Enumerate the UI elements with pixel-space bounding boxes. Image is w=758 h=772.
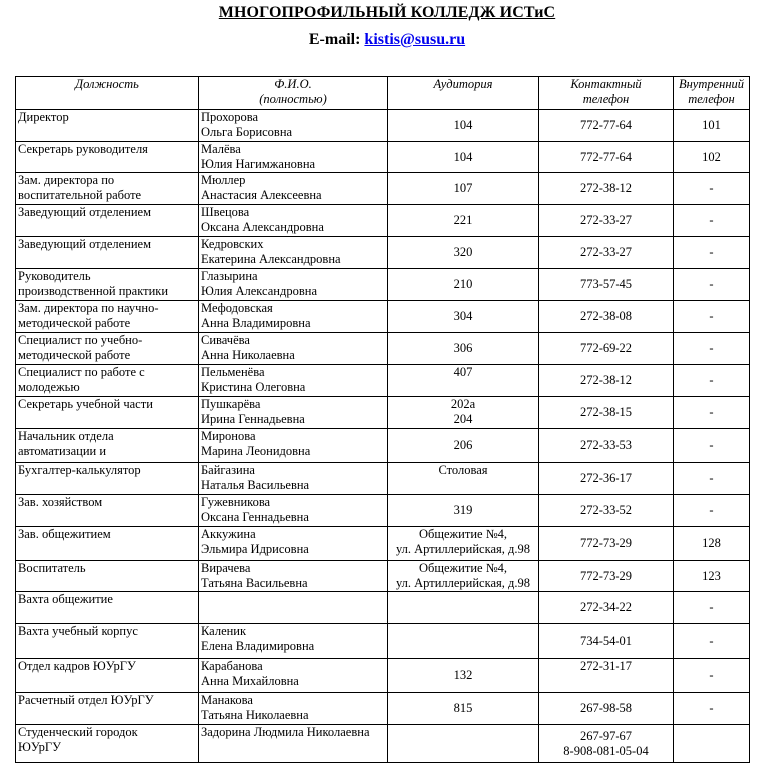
name-cell: Кедровских Екатерина Александровна (199, 237, 388, 269)
position-cell: Заведующий отделением (16, 205, 199, 237)
table-row (16, 110, 750, 142)
ext-cell: - (674, 365, 750, 397)
ext-cell (674, 725, 750, 763)
name-cell: Глазырина Юлия Александровна (199, 269, 388, 301)
room-cell: 104 (388, 110, 539, 142)
room-cell: 304 (388, 301, 539, 333)
name-cell (199, 592, 388, 624)
table-row (16, 142, 750, 173)
phone-cell: 272-33-27 (539, 237, 674, 269)
name-cell: Мефодовская Анна Владимировна (199, 301, 388, 333)
position-cell: Директор (16, 110, 199, 142)
name-cell: Гужевникова Оксана Геннадьевна (199, 495, 388, 527)
position-cell: Специалист по учебно- методической работе (16, 333, 199, 365)
room-cell: 202а 204 (388, 397, 539, 429)
table-row (16, 624, 750, 659)
table-header-row (16, 77, 750, 110)
table-row (16, 429, 750, 463)
position-cell: Бухгалтер-калькулятор (16, 463, 199, 495)
room-cell: 107 (388, 173, 539, 205)
room-cell (388, 624, 539, 659)
room-cell: 104 (388, 142, 539, 173)
room-cell: 210 (388, 269, 539, 301)
phone-cell: 772-77-64 (539, 142, 674, 173)
phone-cell: 272-31-17 (539, 659, 674, 693)
ext-cell: - (674, 397, 750, 429)
ext-cell: - (674, 429, 750, 463)
table-row (16, 659, 750, 693)
name-cell: Миронова Марина Леонидовна (199, 429, 388, 463)
ext-cell: - (674, 693, 750, 725)
table-row (16, 725, 750, 763)
room-cell (388, 725, 539, 763)
room-cell: 221 (388, 205, 539, 237)
ext-cell: - (674, 301, 750, 333)
table-row (16, 173, 750, 205)
room-cell: 319 (388, 495, 539, 527)
table-row (16, 205, 750, 237)
name-cell: Швецова Оксана Александровна (199, 205, 388, 237)
table-row (16, 495, 750, 527)
table-row (16, 527, 750, 561)
position-cell: Вахта учебный корпус (16, 624, 199, 659)
table-row (16, 333, 750, 365)
email-label: E-mail: (308, 31, 361, 48)
ext-cell: 101 (674, 110, 750, 142)
position-cell: Зав. общежитием (16, 527, 199, 561)
position-cell: Заведующий отделением (16, 237, 199, 269)
room-cell: Общежитие №4, ул. Артиллерийская, д.98 (388, 561, 539, 592)
name-cell: Мюллер Анастасия Алексеевна (199, 173, 388, 205)
page-title: МНОГОПРОФИЛЬНЫЙ КОЛЛЕДЖ ИСТиС (218, 4, 556, 21)
phone-cell: 772-77-64 (539, 110, 674, 142)
room-cell: 132 (388, 659, 539, 693)
room-cell: Столовая (388, 463, 539, 495)
ext-cell: - (674, 592, 750, 624)
phone-cell: 772-73-29 (539, 561, 674, 592)
position-cell: Вахта общежитие (16, 592, 199, 624)
phone-cell: 772-73-29 (539, 527, 674, 561)
table-row (16, 397, 750, 429)
ext-cell: - (674, 624, 750, 659)
room-cell: 306 (388, 333, 539, 365)
phone-cell: 272-33-27 (539, 205, 674, 237)
table-row (16, 463, 750, 495)
position-cell: Зам. директора по научно- методической работе (16, 301, 199, 333)
table-row (16, 693, 750, 725)
phone-cell: 272-38-15 (539, 397, 674, 429)
phone-cell: 272-38-12 (539, 173, 674, 205)
room-cell: 320 (388, 237, 539, 269)
contacts-table (15, 76, 750, 763)
phone-cell: 734-54-01 (539, 624, 674, 659)
ext-cell: - (674, 237, 750, 269)
name-cell: Малёва Юлия Нагимжановна (199, 142, 388, 173)
name-cell: Прохорова Ольга Борисовна (199, 110, 388, 142)
phone-cell: 272-38-12 (539, 365, 674, 397)
column-header-position: Должность (16, 77, 199, 110)
column-header-room: Аудитория (388, 77, 539, 110)
position-cell: Расчетный отдел ЮУрГУ (16, 693, 199, 725)
name-cell: Задорина Людмила Николаевна (199, 725, 388, 763)
table-row (16, 561, 750, 592)
name-cell: Пельменёва Кристина Олеговна (199, 365, 388, 397)
room-cell (388, 592, 539, 624)
position-cell: Зам. директора по воспитательной работе (16, 173, 199, 205)
ext-cell: - (674, 173, 750, 205)
position-cell: Студенческий городок ЮУрГУ (16, 725, 199, 763)
position-cell: Секретарь учебной части (16, 397, 199, 429)
ext-cell: - (674, 205, 750, 237)
name-cell: Аккужина Эльмира Идрисовна (199, 527, 388, 561)
position-cell: Специалист по работе с молодежью (16, 365, 199, 397)
column-header-name: Ф.И.О. (полностью) (199, 77, 388, 110)
name-cell: Каленик Елена Владимировна (199, 624, 388, 659)
phone-cell: 772-69-22 (539, 333, 674, 365)
ext-cell: 128 (674, 527, 750, 561)
room-cell: Общежитие №4, ул. Артиллерийская, д.98 (388, 527, 539, 561)
position-cell: Начальник отдела автоматизации и (16, 429, 199, 463)
email-line (0, 31, 758, 49)
name-cell: Карабанова Анна Михайловна (199, 659, 388, 693)
table-row (16, 237, 750, 269)
phone-cell: 773-57-45 (539, 269, 674, 301)
position-cell: Воспитатель (16, 561, 199, 592)
phone-cell: 272-33-52 (539, 495, 674, 527)
position-cell: Зав. хозяйством (16, 495, 199, 527)
table-row (16, 592, 750, 624)
phone-cell: 272-36-17 (539, 463, 674, 495)
column-header-phone: Контактный телефон (539, 77, 674, 110)
phone-cell: 267-97-67 8-908-081-05-04 (539, 725, 674, 763)
name-cell: Байгазина Наталья Васильевна (199, 463, 388, 495)
phone-cell: 272-33-53 (539, 429, 674, 463)
name-cell: Вирачева Татьяна Васильевна (199, 561, 388, 592)
email-link[interactable]: kistis@susu.ru (364, 31, 466, 48)
column-header-ext: Внутренний телефон (674, 77, 750, 110)
room-cell: 815 (388, 693, 539, 725)
room-cell: 206 (388, 429, 539, 463)
ext-cell: - (674, 463, 750, 495)
ext-cell: - (674, 333, 750, 365)
ext-cell: - (674, 269, 750, 301)
position-cell: Руководитель производственной практики (16, 269, 199, 301)
room-cell: 407 (388, 365, 539, 397)
phone-cell: 267-98-58 (539, 693, 674, 725)
name-cell: Манакова Татьяна Николаевна (199, 693, 388, 725)
table-row (16, 269, 750, 301)
table-row (16, 301, 750, 333)
position-cell: Отдел кадров ЮУрГУ (16, 659, 199, 693)
position-cell: Секретарь руководителя (16, 142, 199, 173)
ext-cell: 123 (674, 561, 750, 592)
phone-cell: 272-34-22 (539, 592, 674, 624)
name-cell: Сивачёва Анна Николаевна (199, 333, 388, 365)
ext-cell: - (674, 495, 750, 527)
ext-cell: - (674, 659, 750, 693)
name-cell: Пушкарёва Ирина Геннадьевна (199, 397, 388, 429)
ext-cell: 102 (674, 142, 750, 173)
table-row (16, 365, 750, 397)
phone-cell: 272-38-08 (539, 301, 674, 333)
